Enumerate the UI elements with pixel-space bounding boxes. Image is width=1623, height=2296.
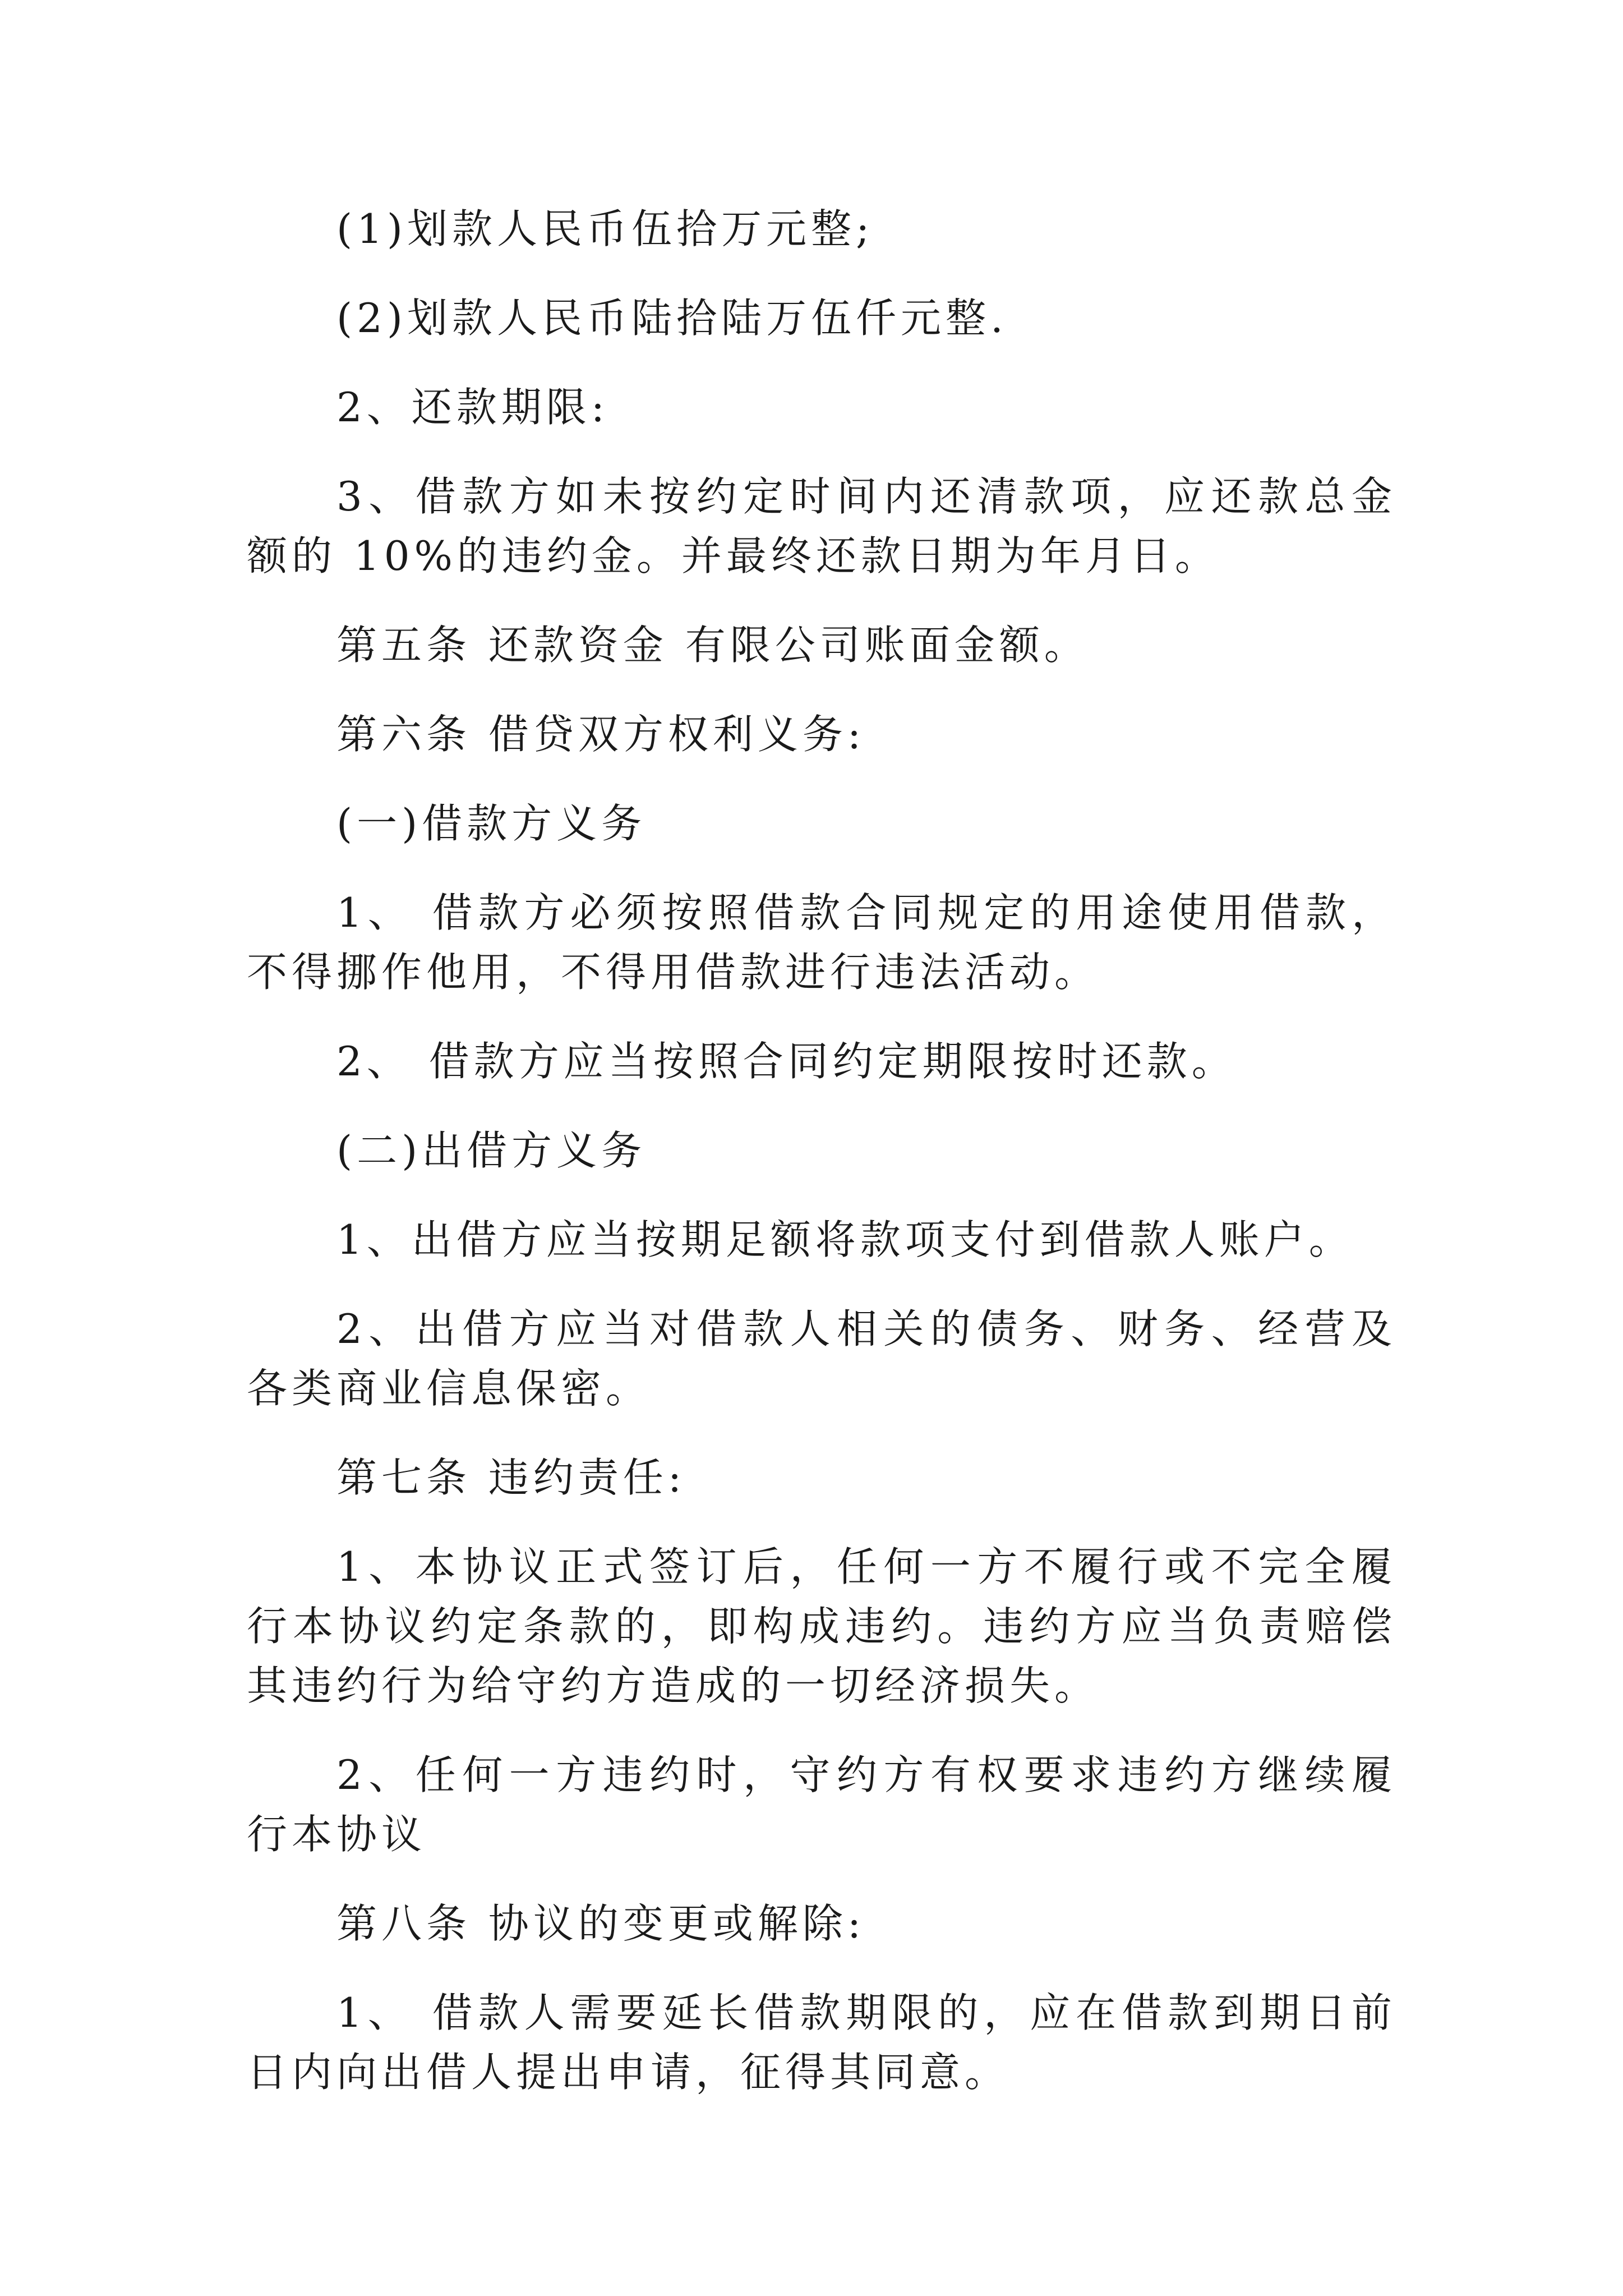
paragraph-9: 2、 借款方应当按照合同约定期限按时还款。 [336,1038,1237,1085]
paragraph-11: 1、出借方应当按期足额将款项支付到借款人账户。 [336,1216,1354,1263]
article-7-heading: 第七条 违约责任: [336,1454,686,1501]
paragraph-1: (1)划款人民币伍拾万元整; [336,205,874,252]
paragraph-12: 2、出借方应当对借款人相关的债务、财务、经营及各类商业信息保密。 [247,1305,1396,1412]
paragraph-2: (2)划款人民币陆拾陆万伍仟元整. [336,295,1008,342]
paragraph-15: 2、任何一方违约时，守约方有权要求违约方继续履行本协议 [247,1751,1396,1858]
document-body [247,199,1396,2132]
article-8-heading: 第八条 协议的变更或解除: [336,1900,866,1947]
paragraph-3: 2、还款期限: [336,384,610,431]
article-5-heading: 第五条 还款资金 有限公司账面金额。 [336,622,1089,669]
paragraph-17: 1、 借款人需要延长借款期限的，应在借款到期日前日内向出借人提出申请，征得其同意。 [247,1989,1396,2096]
paragraph-4: 3、借款方如未按约定时间内还清款项，应还款总金额的 10%的违约金。并最终还款日期为年月日。 [247,473,1396,579]
paragraph-8: 1、 借款方必须按照借款合同规定的用途使用借款，不得挪作他用，不得用借款进行违法活动。 [247,889,1396,996]
paragraph-14: 1、本协议正式签订后，任何一方不履行或不完全履行本协议约定条款的，即构成违约。违约方应当负责赔偿其违约行为给守约方造成的一切经济损失。 [247,1543,1396,1709]
borrower-obligations-heading: (一)借款方义务 [336,800,647,847]
lender-obligations-heading: (二)出借方义务 [336,1127,647,1174]
article-6-heading: 第六条 借贷双方权利义务: [336,711,866,758]
